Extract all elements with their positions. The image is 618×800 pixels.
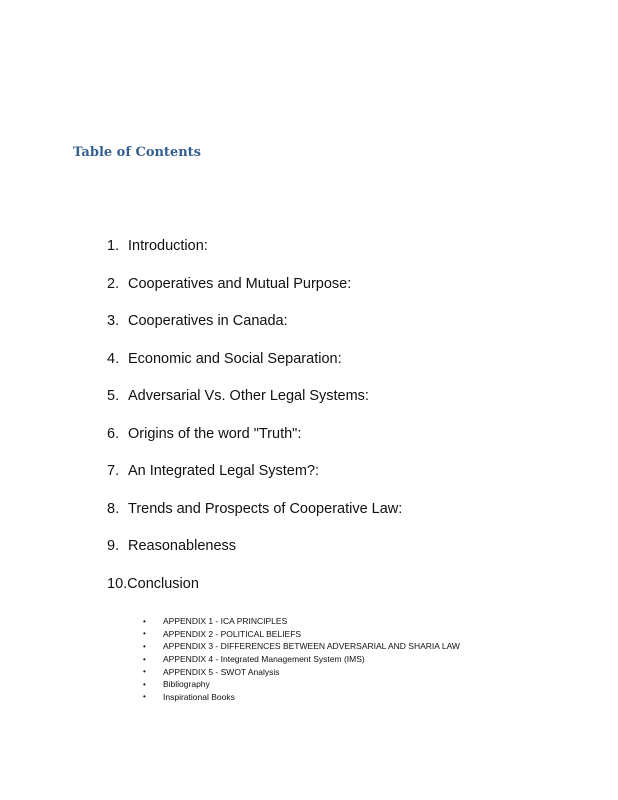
- toc-item-label: An Integrated Legal System?:: [128, 463, 320, 479]
- appendix-label: Inspirational Books: [163, 691, 235, 702]
- toc-item: [107, 501, 402, 539]
- toc-item-label: Economic and Social Separation:: [128, 350, 342, 367]
- toc-item-label: Introduction:: [128, 238, 208, 254]
- toc-list: [107, 238, 402, 613]
- toc-item-number: 8.: [107, 500, 120, 517]
- toc-item-number: 6.: [107, 425, 120, 442]
- toc-item-number: 10.: [107, 575, 128, 592]
- toc-item-number: 5.: [107, 388, 120, 404]
- toc-item-number: 7.: [107, 463, 120, 479]
- bullet-icon: •: [143, 641, 146, 651]
- list-item: [143, 665, 460, 678]
- toc-item: [107, 426, 402, 464]
- appendix-label: APPENDIX 2 - POLITICAL BELIEFS: [163, 628, 302, 639]
- list-item: [143, 653, 460, 666]
- toc-item: [107, 351, 402, 389]
- appendix-label: APPENDIX 3 - DIFFERENCES BETWEEN ADVERSARIAL AND SHARIA LAW: [163, 641, 460, 652]
- toc-item-label: Reasonableness: [128, 538, 237, 554]
- toc-item-number: 2.: [107, 275, 120, 292]
- bullet-icon: •: [143, 654, 146, 664]
- list-item: [143, 691, 460, 704]
- appendix-label: APPENDIX 1 - ICA PRINCIPLES: [163, 616, 288, 627]
- toc-item-number: 4.: [107, 350, 120, 367]
- toc-item: [107, 276, 402, 314]
- page-title: Table of Contents: [73, 145, 201, 160]
- toc-item-label: Trends and Prospects of Cooperative Law:: [128, 500, 403, 517]
- toc-item: [107, 538, 402, 576]
- toc-item-number: 3.: [107, 313, 120, 329]
- list-item: [143, 628, 460, 641]
- toc-item: [107, 313, 402, 351]
- toc-item: [107, 463, 402, 501]
- bullet-icon: •: [143, 616, 146, 626]
- toc-item: [107, 388, 402, 426]
- toc-item-label: Cooperatives in Canada:: [128, 313, 288, 329]
- list-item: [143, 615, 460, 628]
- list-item: [143, 640, 460, 653]
- list-item: [143, 678, 460, 691]
- toc-item-label: Adversarial Vs. Other Legal Systems:: [128, 388, 369, 404]
- toc-item-label: Origins of the word "Truth":: [128, 425, 302, 442]
- toc-item: [107, 576, 402, 614]
- bullet-icon: •: [143, 667, 146, 677]
- toc-item-number: 1.: [107, 238, 120, 254]
- bullet-icon: •: [143, 679, 146, 689]
- toc-item-label: Cooperatives and Mutual Purpose:: [128, 275, 352, 292]
- bullet-icon: •: [143, 629, 146, 639]
- toc-item-number: 9.: [107, 538, 120, 554]
- appendix-label: APPENDIX 5 - SWOT Analysis: [163, 666, 280, 677]
- appendix-label: Bibliography: [163, 679, 210, 690]
- toc-item-label: Conclusion: [127, 575, 199, 592]
- appendix-label: APPENDIX 4 - Integrated Management System (IMS): [163, 654, 365, 665]
- toc-item: [107, 238, 402, 276]
- appendix-list: [143, 615, 460, 703]
- bullet-icon: •: [143, 692, 146, 702]
